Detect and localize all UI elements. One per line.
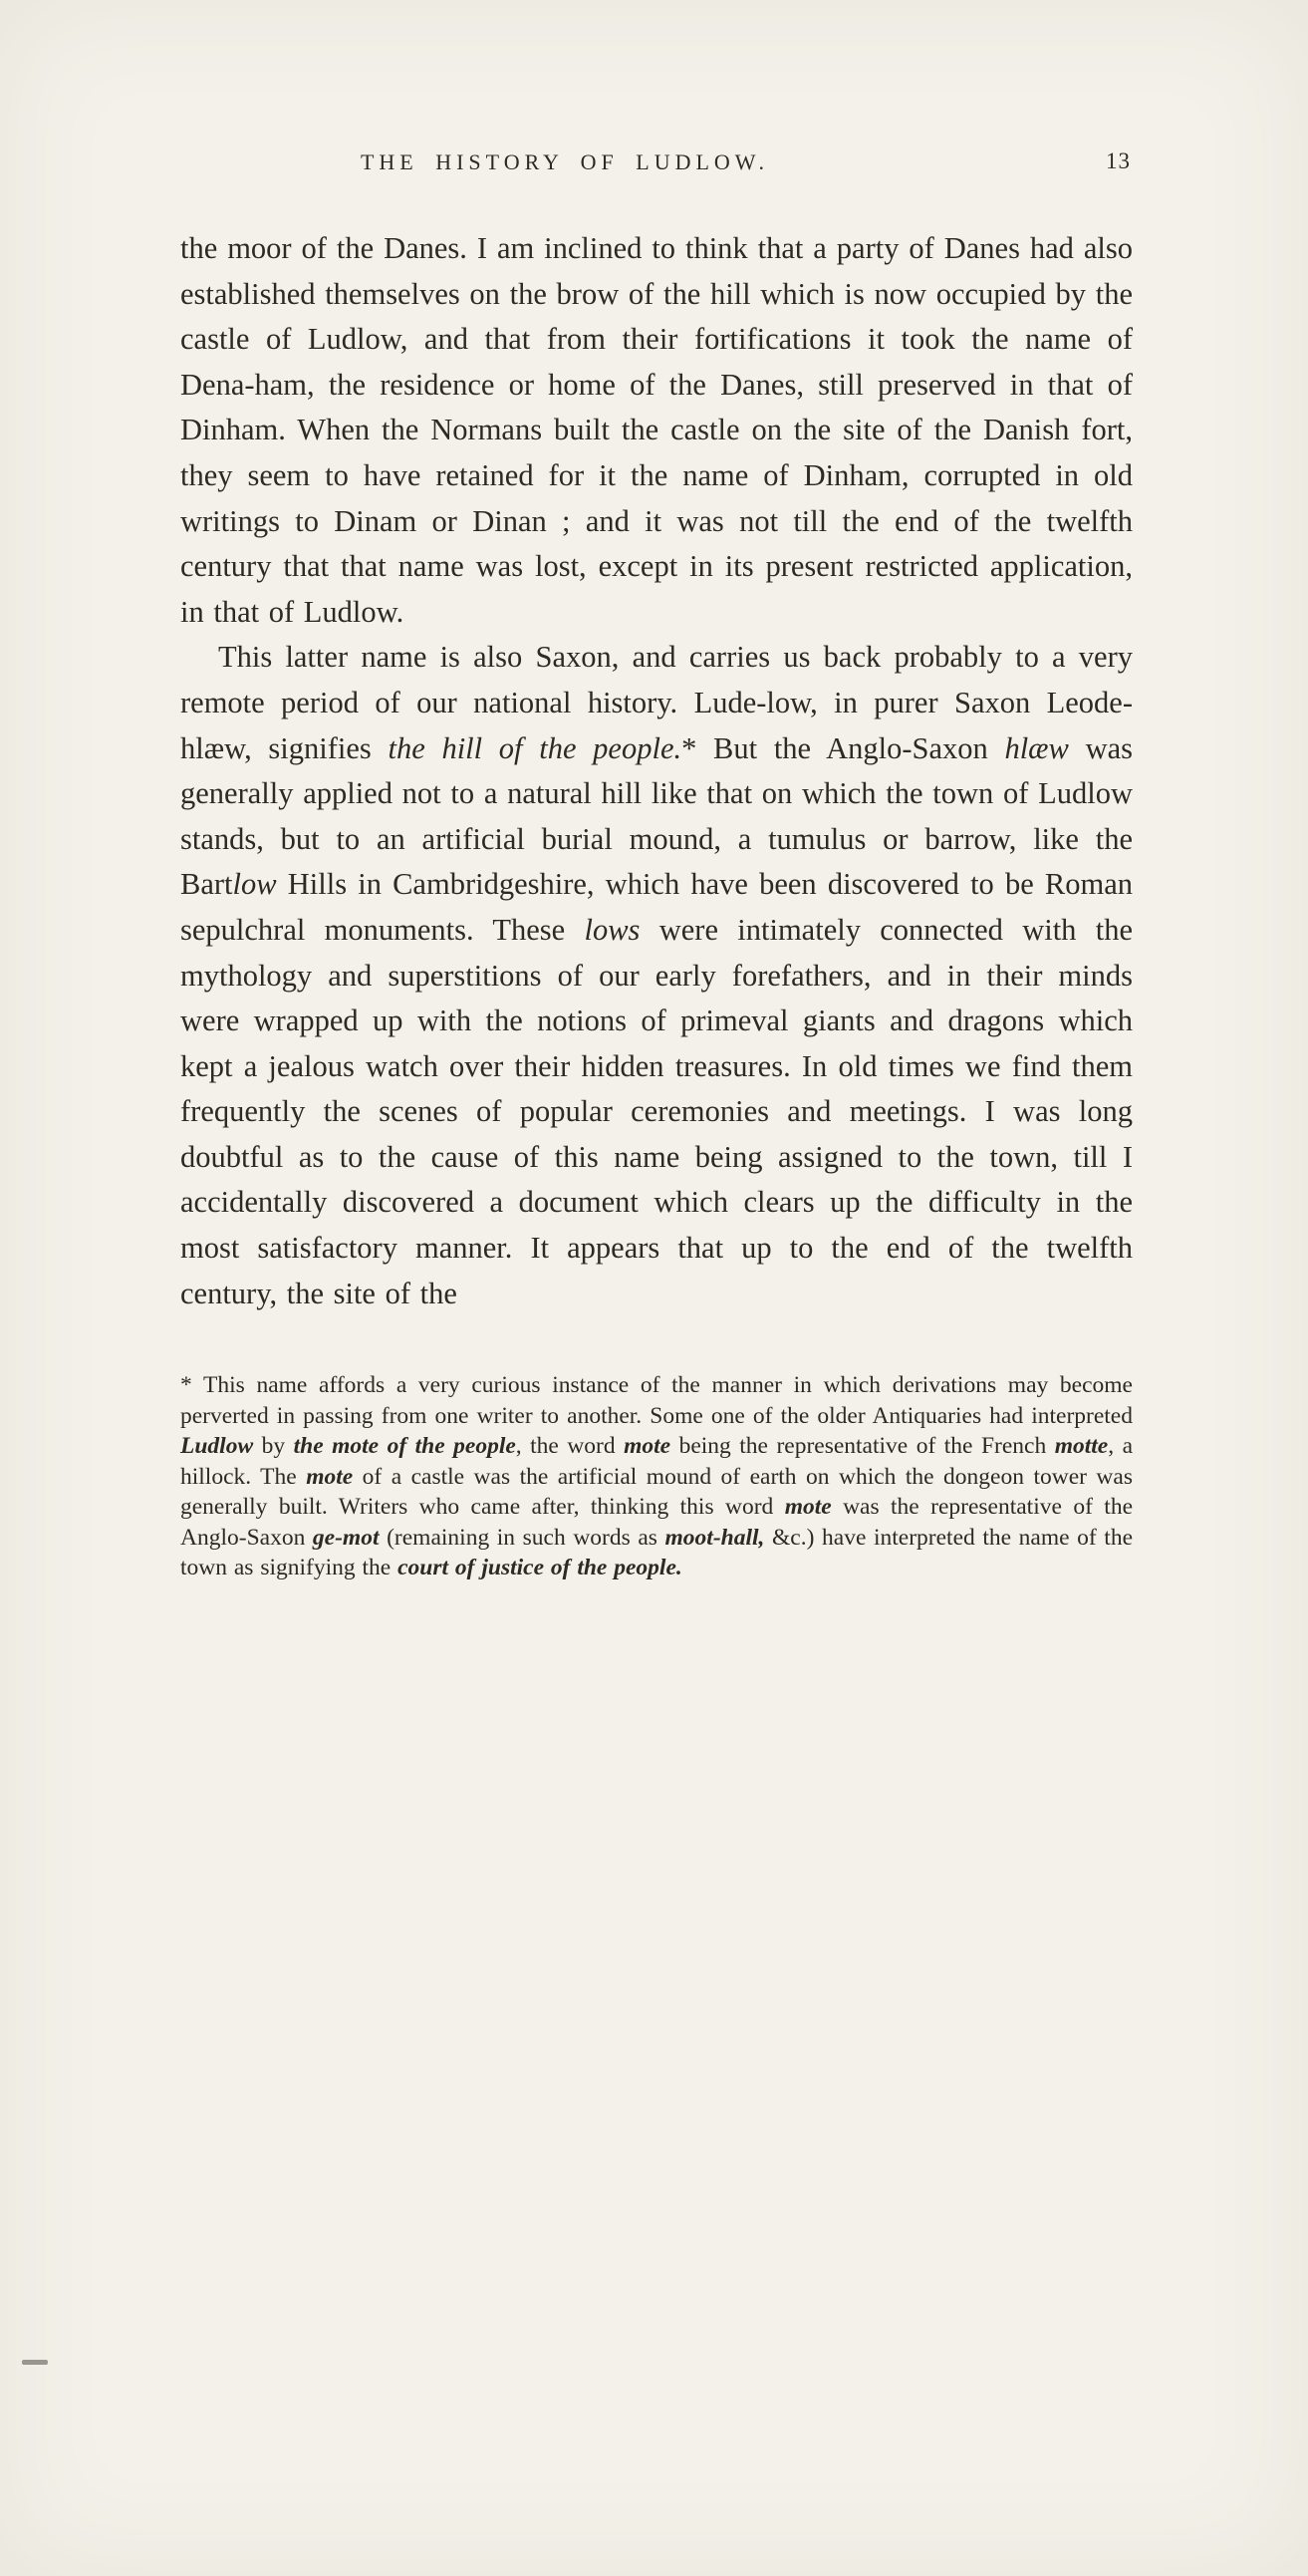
text-run-italic: the hill of the people. [388,730,682,765]
text-run-emphasis: mote [306,1463,354,1490]
text-run-emphasis: the mote of the people [293,1433,516,1460]
text-run: of a castle was the artificial mound of earth on which the dongeon tower was generally built. Writers who came after, thinking this word [180,1463,1133,1521]
text-run-emphasis: court of justice of the people. [397,1555,682,1581]
text-run: &c.) have interpreted the name of the town as signifying the [180,1524,1133,1581]
text-run: the moor of the Danes. I am inclined to think that a party of Danes had also established themselves on the brow of the hill which is now occupied by the castle of Ludlow, and that from their fortifications it took the name of Dena-ham, the residence or home of the Danes, still preserved in that of Dinham. When the Normans built the castle on the site of the Danish fort, they seem to have retained for it the name of Dinham, corrupted in old writings to Dinam or Dinan ; and it was not till the end of the twelfth century that that name was lost, except in its present restricted application, in that of Ludlow. [180,231,1133,629]
text-run-emphasis: moot-hall, [664,1524,765,1551]
body-paragraph [180,226,1133,635]
text-run: by [253,1433,294,1460]
type-area [180,149,1133,1583]
text-run-emphasis: mote [784,1494,832,1521]
text-run-italic: low [232,867,277,902]
text-run: Hills in Cambridgeshire, which have been discovered to be Roman sepulchral monuments. These [180,867,1133,947]
text-run: , the word [515,1433,625,1460]
scan-artifact-mark [22,2360,48,2365]
text-run: was generally applied not to a natural hill like that on which the town of Ludlow stands, but to an artificial burial mound, a tumulus or barrow, like the Bart [180,730,1134,902]
text-run: being the representative of the French [670,1433,1055,1460]
footnote [180,1370,1133,1583]
footnote-paragraph [180,1370,1133,1583]
running-header-title: THE HISTORY OF LUDLOW. [360,149,770,174]
text-run: (remaining in such words as [379,1524,665,1551]
text-run-emphasis: ge-mot [312,1524,380,1551]
text-run: * This name affords a very curious instance of the manner in which derivations may become perverted in passing from one writer to another. Some one of the older Antiquaries had interpreted [180,1372,1133,1429]
text-run: , a hillock. The [180,1433,1134,1490]
text-run: were intimately connected with the mythology and superstitions of our early forefathers, and in their minds were wrapped up with the notions of primeval giants and dragons which kept a jealous watch over their hidden treasures. In old times we find them frequently the scenes of popular ceremonies and meetings. I was long doubtful as to the cause of this name being assigned to the town, till I accidentally discovered a document which clears up the difficulty in the most satisfactory manner. It appears that up to the end of the twelfth century, the site of the [180,912,1133,1310]
text-run-emphasis: motte [1054,1433,1109,1460]
text-run: This latter name is also Saxon, and carries us back probably to a very remote period of our national history. Lude-low, in purer Saxon Leode-hlæw, signifies [180,640,1133,765]
page-body [180,226,1133,1316]
page-number: 13 [1106,148,1131,173]
text-run-emphasis: mote [624,1433,671,1460]
footnote-marker: * But the Anglo-Saxon [681,730,1005,765]
body-paragraph [180,635,1133,1316]
text-run: was the representative of the Anglo-Saxon [180,1494,1134,1551]
text-run-emphasis: Ludlow [180,1433,254,1460]
running-header [180,149,1133,179]
text-run-italic: lows [584,912,641,947]
text-run-italic: hlæw [1004,730,1069,765]
